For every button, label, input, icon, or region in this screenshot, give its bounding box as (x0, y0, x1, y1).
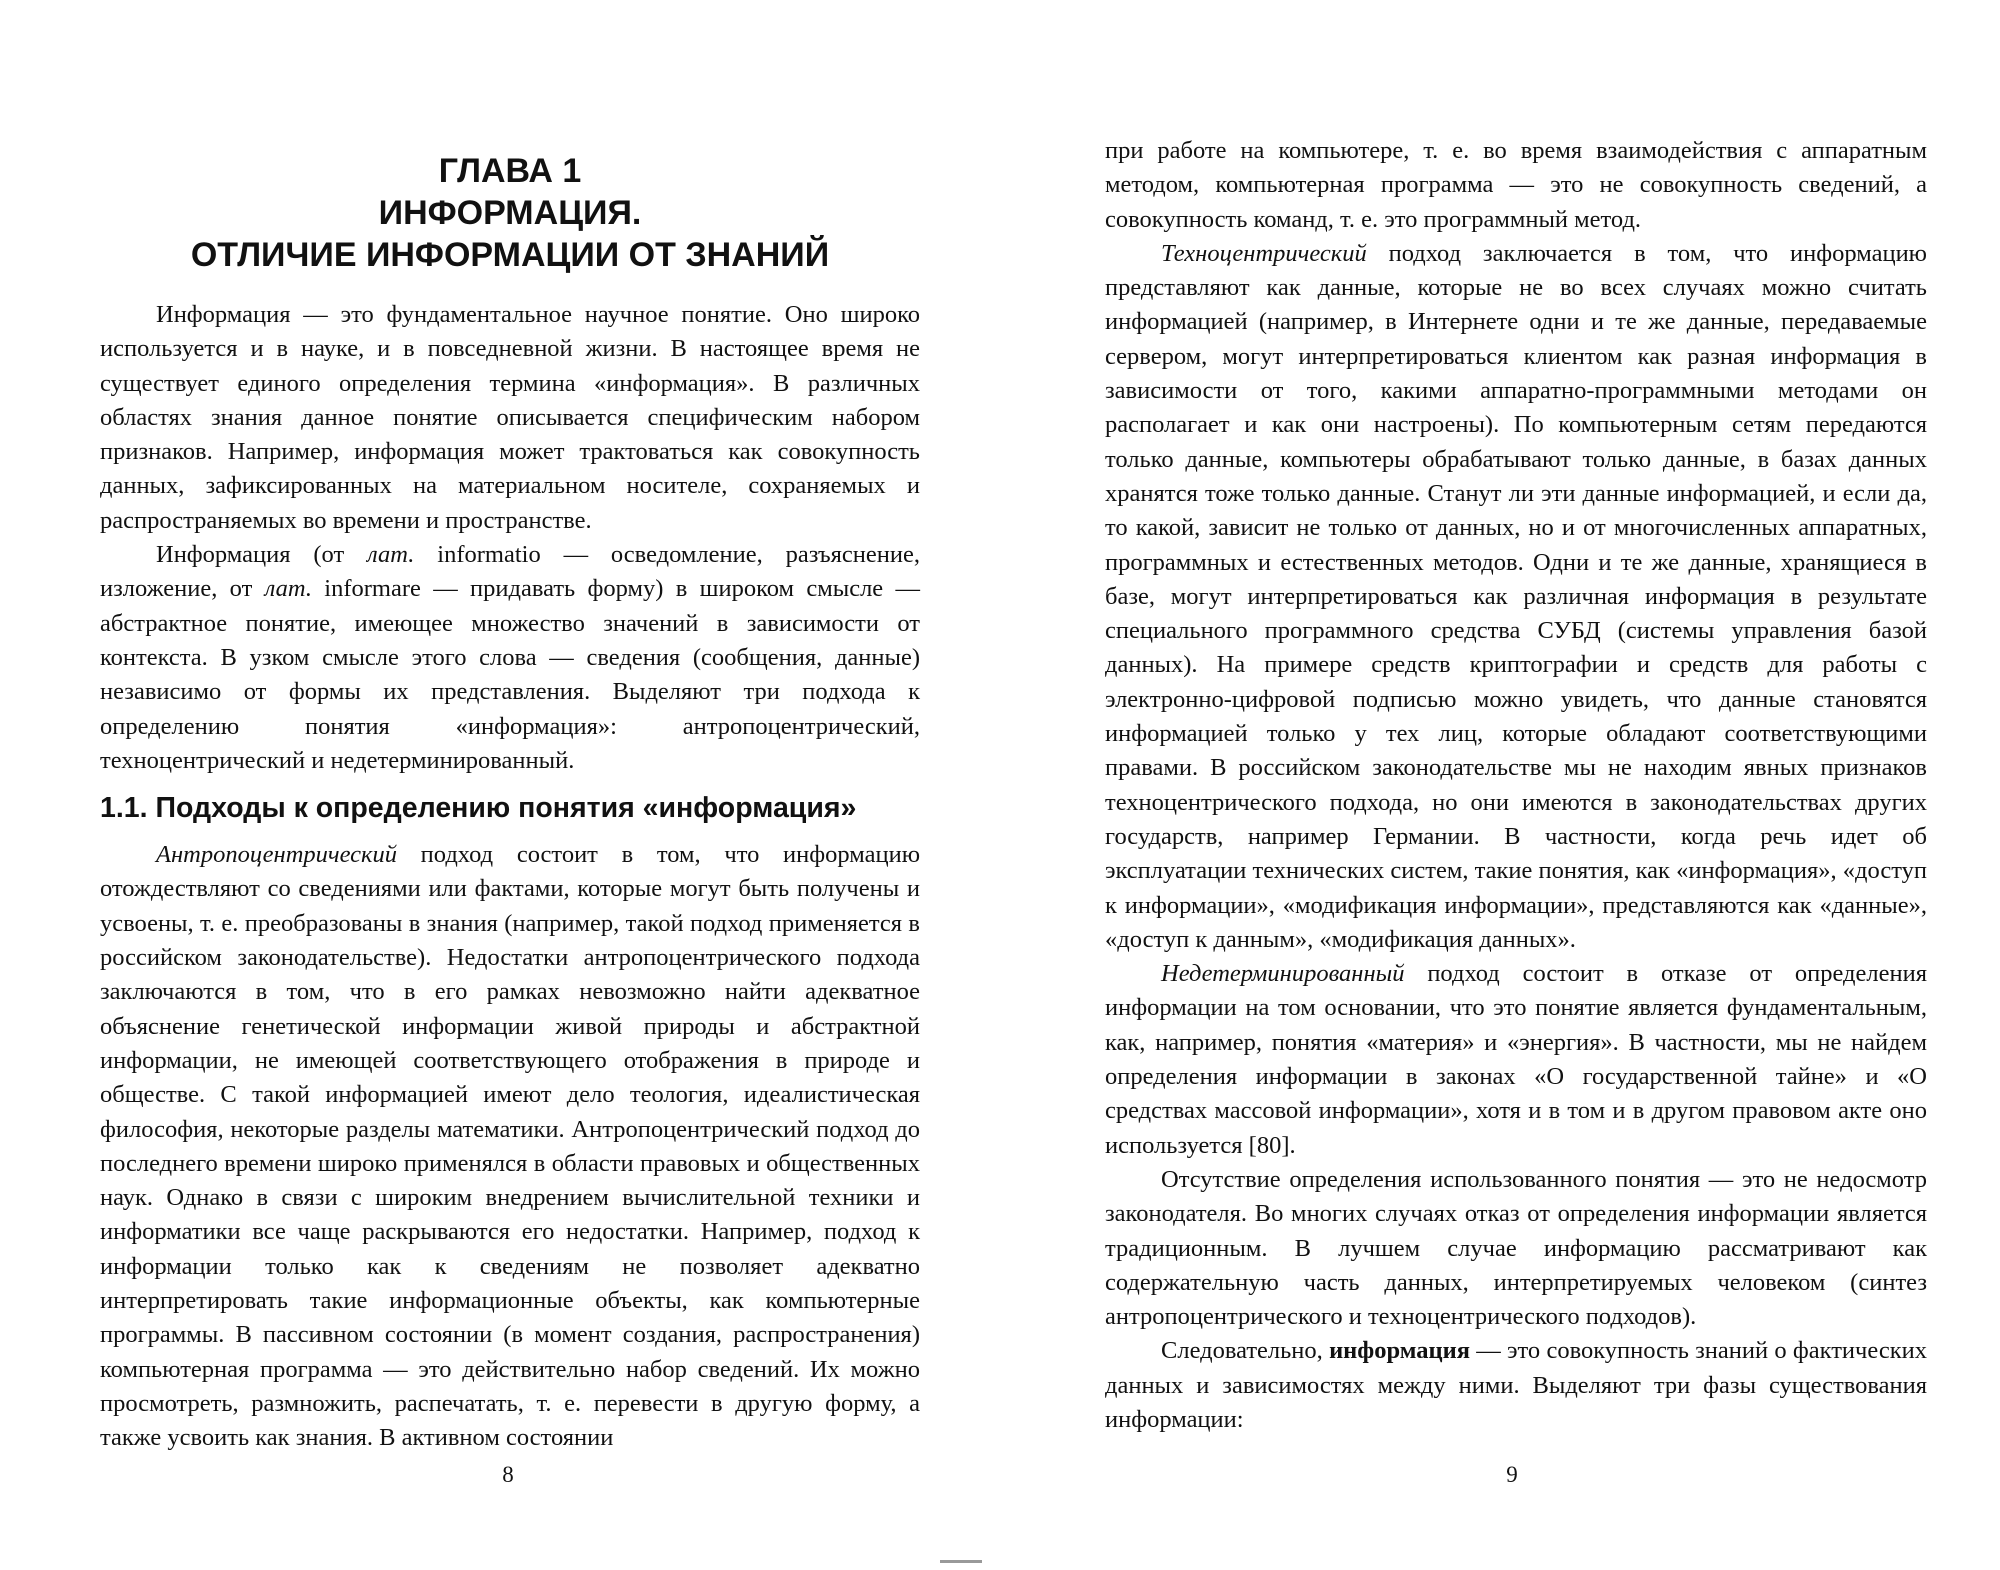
chapter-title-line-1: ИНФОРМАЦИЯ. (378, 194, 642, 232)
text-segment: подход состоит в отказе от определения информации на том основании, что это понятие является фундаментальным, как, например, понятия «материя» и «энергия». В частности, мы не найдем определения информации в законах «О государственной тайне» и «О средствах массовой информации», хотя и в том и в другом правовом акте оно используется [80]. (1105, 960, 1927, 1159)
paragraph-intro: Информация — это фундаментальное научное понятие. Оно широко используется и в науке, и в повседневной жизни. В настоящее время не существует единого определения термина «информация». В различных областях знания данное понятие описывается специфическим набором признаков. Например, информация может трактоваться как совокупность данных, зафиксированных на материальном носителе, сохраняемых и распространяемых во времени и пространстве. (100, 301, 920, 534)
text-segment: подход заключается в том, что информацию представляют как данные, которые не во всех случаях можно считать информацией (например, в Интернете одни и те же данные, передаваемые сервером, могут интерпретироваться клиентом как разная информация в зависимости от того, какими аппаратно-программными методами он располагает и как они настроены). По компьютерным сетям передаются только данные, компьютеры обрабатывают только данные, в базах данных хранятся тоже только данные. Станут ли эти данные информацией, и если да, то какой, зависит не только от данных, но и от многочисленных аппаратных, программных и естественных методов. Одни и те же данные, хранящиеся в базе, могут интерпретироваться как различная информация в результате специального программного средства СУБД (системы управления базой данных). На примере средств криптографии и средств для работы с электронно-цифровой подписью можно увидеть, что данные становятся информацией только у тех лиц, которые обладают соответствующими правами. В российском законодательстве мы не находим явных признаков техноцентрического подхода, но они имеются в законодательствах других государств, например Германии. В частности, когда речь идет об эксплуатации технических систем, такие понятия, как «информация», «доступ к информации», «модификация информации», представляются как «данные», «доступ к данным», «модификация данных». (1105, 239, 1927, 953)
latin-abbrev: лат. (367, 541, 415, 569)
paragraph-conclusion (1105, 1334, 1927, 1437)
paragraph-continued: при работе на компьютере, т. е. во время взаимодействия с аппаратным методом, компьютерная программа — это не совокупность сведений, а совокупность команд, т. е. это программный метод. (1105, 137, 1927, 233)
latin-abbrev: лат. (264, 575, 312, 603)
chapter-title (100, 150, 920, 276)
text-segment: informare — придавать форму) в широком смысле — абстрактное понятие, имеющее множество значений в зависимости от контекста. В узком смысле этого слова — сведения (сообщения, данные) независимо от формы их представления. Выделяют три подхода к определению понятия «информация»: антропоцентрический, техноцентрический и недетерминированный. (100, 575, 920, 774)
section-heading: 1.1. Подходы к определению понятия «информация» (100, 792, 857, 825)
chapter-title-line-2: ОТЛИЧИЕ ИНФОРМАЦИИ ОТ ЗНАНИЙ (190, 236, 830, 274)
text-segment: Следовательно, (1161, 1337, 1330, 1365)
gutter-mark (940, 1560, 982, 1563)
paragraph-technocentric (1105, 237, 1927, 957)
term-information-bold: информация (1329, 1337, 1471, 1365)
text-segment: informatio — осведомление, разъяснение, изложение, от (100, 541, 920, 603)
text-segment: Информация (от (156, 541, 368, 569)
chapter-number: ГЛАВА 1 (438, 152, 582, 190)
page-number-left: 8 (502, 1462, 514, 1487)
paragraph-nondeterministic (1105, 957, 1927, 1163)
paragraph-absence: Отсутствие определения использованного понятия — это не недосмотр законодателя. Во многих случаях отказ от определения информации является традиционным. В лучшем случае информацию рассматривают как содержательную часть данных, интерпретируемых человеком (синтез антропоцентрического и техноцентрического подходов). (1105, 1165, 1927, 1331)
paragraph-anthropocentric (100, 838, 920, 1455)
term-technocentric: Техноцентрический (1161, 239, 1367, 267)
left-page-text-column (100, 150, 920, 1456)
page-number-right: 9 (1506, 1462, 1518, 1487)
term-nondeterministic: Недетерминированный (1161, 960, 1405, 988)
text-segment: подход состоит в том, что информацию отождествляют со сведениями или фактами, которые могут быть получены и усвоены, т. е. преобразованы в знания (например, такой подход применяется в российском законодательстве). Недостатки антропоцентрического подхода заключаются в том, что в его рамках невозможно найти адекватное объяснение генетической информации живой природы и абстрактной информации, не имеющей соответствующего отображения в природе и обществе. С такой информацией имеют дело теология, идеалистическая философия, некоторые разделы математики. Антропоцентрический подход до последнего времени широко применялся в области правовых и общественных наук. Однако в связи с широким внедрением вычислительной техники и информатики все чаще раскрываются его недостатки. Например, подход к информации только как к сведениям не позволяет адекватно интерпретировать такие информационные объекты, как компьютерные программы. В пассивном состоянии (в момент создания, распространения) компьютерная программа — это действительно набор сведений. Их можно просмотреть, размножить, распечатать, т. е. перевести в другую форму, а также усвоить как знания. В активном состоянии (100, 841, 920, 1452)
right-page (1000, 0, 2000, 1570)
paragraph-definition (100, 538, 920, 778)
right-page-text-column (1105, 134, 1927, 1437)
text-segment: — это совокупность знаний о фактических данных и зависимостях между ними. Выделяют три фазы существования информации: (1105, 1337, 1927, 1433)
term-anthropocentric: Антропоцентрический (156, 841, 397, 869)
